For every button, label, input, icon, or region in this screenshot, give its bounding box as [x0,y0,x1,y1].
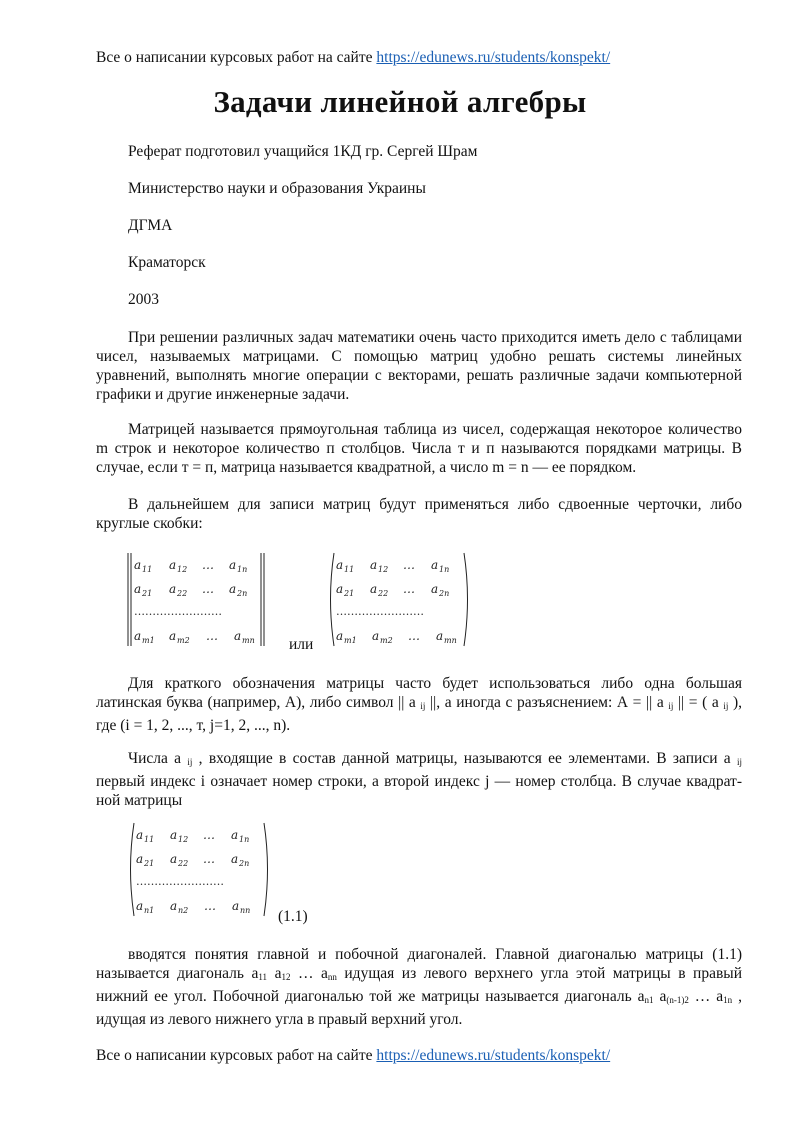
paragraph-intro: При решении различных задач математики очень часто приходится иметь дело с таблицами чисел, называемых матрицами. С помощью матриц удобно решать системы линейных уравнений, выполнять многие операции с векторами, решать различные задачи компьютерной графики и другие инженерные задачи. [96,329,742,403]
svg-text:…: … [206,629,218,643]
footer-line [96,1047,610,1065]
matrix-double-bars [126,552,270,648]
svg-text:a: a [169,582,177,596]
paragraph-elements: Числа a $_{ij}$ , входящие в состав данной матрицы, называются ее элементами. В записи a $_{ij}$ первый индекс i означает номер строки, а второй индекс j — номер столбца. В случае квадрат-ной матрицы [96,750,742,809]
svg-text:m1: m1 [344,636,357,645]
svg-text:a: a [231,828,239,842]
matrix-dots-row: …………………… [336,605,424,618]
svg-text:a: a [134,558,142,572]
svg-text:2n: 2n [239,859,250,868]
svg-text:…: … [203,828,215,842]
footer-text: Все о написании курсовых работ на сайте [96,1047,377,1064]
svg-text:21: 21 [142,589,153,598]
svg-text:a: a [336,629,344,643]
svg-text:21: 21 [344,589,355,598]
svg-text:a: a [234,629,242,643]
or-label: или [289,636,314,653]
svg-text:…: … [202,582,214,596]
matrix-row-1 [134,558,247,574]
svg-text:…: … [403,558,415,572]
svg-text:12: 12 [177,565,188,574]
svg-text:m2: m2 [380,636,393,645]
svg-text:1n: 1n [239,835,250,844]
svg-text:a: a [336,558,344,572]
matrix-row-2 [336,582,449,598]
paragraph-short-notation: Для краткого обозначения матрицы часто будет использоваться либо одна большая латинская буква (например, А), либо символ || a $_{ij}$ ||, а иногда с разъяснением: А = || a $_{ij}$ || = ( a $_{ij}$ ), где (i = 1, 2, ..., т, j=1, 2, ..., n). [96,675,743,734]
svg-text:…: … [203,852,215,866]
svg-text:mn: mn [444,636,457,645]
matrix-row-3 [136,899,250,915]
paragraph-definition: Матрицей называется прямоугольная таблица из чисел, содержащая некоторое количество m строк и некоторое количество п столбцов. Числа т и п называются порядками матрицы. В случае, если т = п, матрица называется квадратной, а число m = n — ее порядком. [96,421,742,476]
paragraph-diagonals: вводятся понятия главной и побочной диагоналей. Главной диагональю матрицы (1.1) называется диагональ $a_{11}$ $a_{12}$ … $a_{nn}$ идущая из левого верхнего угла этой матрицы в правый нижний ее угол. Побочной диагональю той же матрицы называется диагональ $a_{n1}$ $a_{(n-1)2}$ … $a_{1n}$ , идущая из левого нижнего угла в правый верхний угол. [96,946,742,1028]
svg-text:2n: 2n [237,589,248,598]
svg-text:12: 12 [378,565,389,574]
page-title: Задачи линейной алгебры [213,84,587,119]
svg-text:22: 22 [177,589,188,598]
svg-text:a: a [134,582,142,596]
footer-link[interactable]: https://edunews.ru/students/konspekt/ [376,1047,611,1064]
svg-text:21: 21 [144,859,155,868]
svg-text:11: 11 [344,565,355,574]
matrix-square [126,822,272,918]
matrix-parentheses [326,552,472,648]
svg-text:a: a [431,582,439,596]
svg-text:a: a [431,558,439,572]
svg-text:a: a [370,582,378,596]
matrix-dots-row: …………………… [136,875,224,888]
svg-text:a: a [136,828,144,842]
matrix-row-1 [136,828,249,844]
institution-line: ДГМА [128,217,173,234]
svg-text:n1: n1 [144,906,155,915]
svg-text:a: a [134,629,142,643]
paragraph-notation: В дальнейшем для записи матриц будут применяться либо сдвоенные черточки, либо круглые скобки: [96,496,742,532]
svg-text:a: a [336,582,344,596]
svg-text:a: a [169,629,177,643]
svg-text:m1: m1 [142,636,155,645]
svg-text:a: a [436,629,444,643]
svg-text:a: a [170,852,178,866]
svg-text:mn: mn [242,636,255,645]
svg-text:11: 11 [142,565,153,574]
svg-text:a: a [372,629,380,643]
matrix-row-3 [336,629,457,645]
svg-text:n2: n2 [178,906,189,915]
svg-text:a: a [232,899,240,913]
author-line: Реферат подготовил учащийся 1КД гр. Сергей Шрам [128,143,478,160]
svg-text:a: a [169,558,177,572]
svg-text:12: 12 [178,835,189,844]
svg-text:a: a [136,852,144,866]
svg-text:22: 22 [178,859,189,868]
header-line [96,49,610,67]
svg-text:a: a [170,828,178,842]
svg-text:22: 22 [378,589,389,598]
ministry-line: Министерство науки и образования Украины [128,180,426,197]
svg-text:a: a [229,582,237,596]
header-link[interactable]: https://edunews.ru/students/konspekt/ [376,49,611,66]
header-text: Все о написании курсовых работ на сайте [96,49,377,66]
matrix-dots-row: …………………… [134,605,222,618]
svg-text:m2: m2 [177,636,190,645]
svg-text:a: a [170,899,178,913]
svg-text:11: 11 [144,835,155,844]
matrix-row-2 [134,582,247,598]
svg-text:1n: 1n [439,565,450,574]
svg-text:…: … [202,558,214,572]
equation-number: (1.1) [278,908,308,925]
svg-text:…: … [403,582,415,596]
matrix-row-1 [336,558,449,574]
matrix-row-3 [134,629,255,645]
city-line: Краматорск [128,254,206,271]
svg-text:a: a [136,899,144,913]
svg-text:a: a [231,852,239,866]
year-line: 2003 [128,291,159,308]
svg-text:…: … [408,629,420,643]
svg-text:a: a [370,558,378,572]
svg-text:1n: 1n [237,565,248,574]
svg-text:2n: 2n [439,589,450,598]
matrix-row-2 [136,852,249,868]
svg-text:a: a [229,558,237,572]
svg-text:nn: nn [240,906,251,915]
svg-text:…: … [204,899,216,913]
